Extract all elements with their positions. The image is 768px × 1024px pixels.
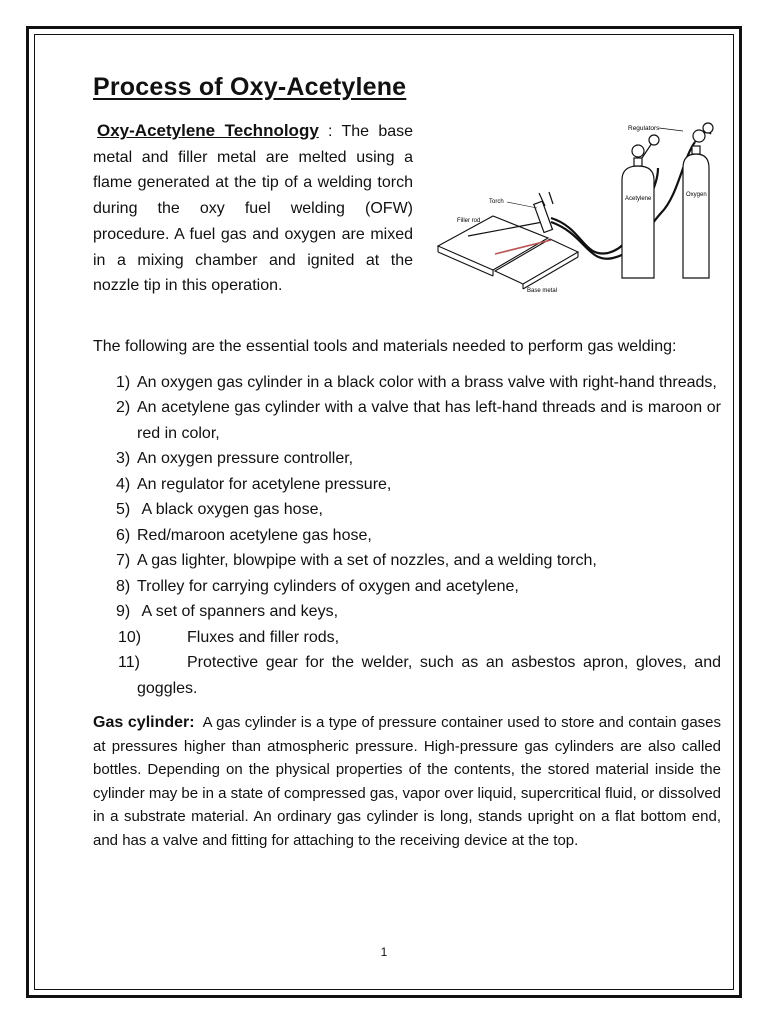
intro-section — [93, 118, 721, 324]
gas-cylinder-colon: : — [189, 714, 195, 731]
intro-text: The base metal and filler metal are melted using a flame generated at the tip of a welding torch during the oxy fuel welding (OFW) procedure. A fuel gas and oxygen are mixed in a mixing chamber and ignited at the nozzle tip in this operation. — [93, 123, 414, 295]
list-item-number: 10) — [118, 628, 142, 646]
list-item-text: A set of spanners and keys, — [137, 603, 339, 620]
list-item-text: A black oxygen gas hose, — [137, 501, 323, 518]
page-title: Process of Oxy-Acetylene — [93, 73, 407, 101]
tools-intro: The following are the essential tools and materials needed to perform gas welding: — [93, 338, 677, 355]
list-item — [93, 472, 721, 498]
intro-paragraph — [93, 118, 413, 299]
page-content — [93, 70, 721, 853]
tools-list — [93, 370, 721, 702]
list-item-number: 7) — [116, 552, 131, 569]
list-item-text: Trolley for carrying cylinders of oxygen and acetylene, — [137, 577, 519, 595]
list-item — [93, 650, 721, 701]
label-torch: Torch — [489, 199, 504, 205]
gas-cylinder-paragraph — [93, 711, 721, 853]
list-item — [93, 523, 721, 549]
gas-cylinder-text: A gas cylinder is a type of pressure container used to store and contain gases at pressures higher than atmospheric pressure. High-pressure gas cylinders are also called bottles. Depending on the physical properties of the contents, the stored material inside the cylinder may be in a state of compressed gas, vapor over liquid, supercritical fluid, or dissolved in a substrate material. An ordinary gas cylinder is long, stands upright on a flat bottom end, and has a valve and fitting for attaching to the receiving device at the top. — [93, 714, 722, 849]
list-item — [93, 599, 721, 625]
label-oxygen: Oxygen — [686, 192, 707, 198]
oxy-acetylene-diagram — [433, 118, 723, 318]
list-item-number: 5) — [116, 501, 131, 518]
list-item — [93, 548, 721, 574]
list-item-number: 4) — [116, 475, 131, 493]
gas-cylinder-term: Gas cylinder — [93, 714, 190, 731]
list-item-text: An acetylene gas cylinder with a valve that has left-hand threads and is maroon or red in color, — [137, 399, 721, 442]
label-base-metal: Base metal — [527, 288, 558, 294]
page-number: 1 — [380, 945, 388, 959]
list-item-text: An regulator for acetylene pressure, — [137, 475, 392, 493]
list-item-text: An oxygen pressure controller, — [137, 450, 354, 467]
list-item — [93, 497, 721, 523]
list-item-number: 3) — [116, 450, 131, 467]
label-regulators: Regulators — [628, 125, 660, 132]
list-item-number: 6) — [116, 526, 131, 544]
list-item — [93, 574, 721, 600]
list-item-text: Fluxes and filler rods, — [187, 628, 340, 646]
list-item — [93, 370, 721, 396]
label-acetylene: Acetylene — [625, 196, 652, 202]
list-item — [93, 625, 721, 651]
list-item — [93, 446, 721, 472]
oxygen-cylinder — [683, 123, 713, 278]
list-item-text: An oxygen gas cylinder in a black color with a brass valve with right-hand threads, — [137, 373, 717, 391]
list-item-text: A gas lighter, blowpipe with a set of nozzles, and a welding torch, — [137, 552, 597, 569]
list-item-number: 9) — [116, 603, 131, 620]
list-item-number: 8) — [116, 577, 131, 595]
label-filler-rod: Filler rod — [457, 218, 481, 224]
torch — [534, 192, 553, 233]
base-metal-plates — [438, 216, 578, 289]
acetylene-cylinder — [622, 135, 659, 278]
intro-separator: : — [318, 123, 342, 140]
list-item-number: 11) — [118, 654, 140, 671]
list-item-number: 2) — [116, 399, 131, 416]
intro-term: Oxy-Acetylene Technology — [97, 121, 319, 140]
list-item-text: Red/maroon acetylene gas hose, — [137, 526, 372, 544]
list-item-number: 1) — [116, 373, 131, 391]
list-item — [93, 395, 721, 446]
list-item-text: Protective gear for the welder, such as an asbestos apron, gloves, and goggles. — [137, 654, 721, 697]
